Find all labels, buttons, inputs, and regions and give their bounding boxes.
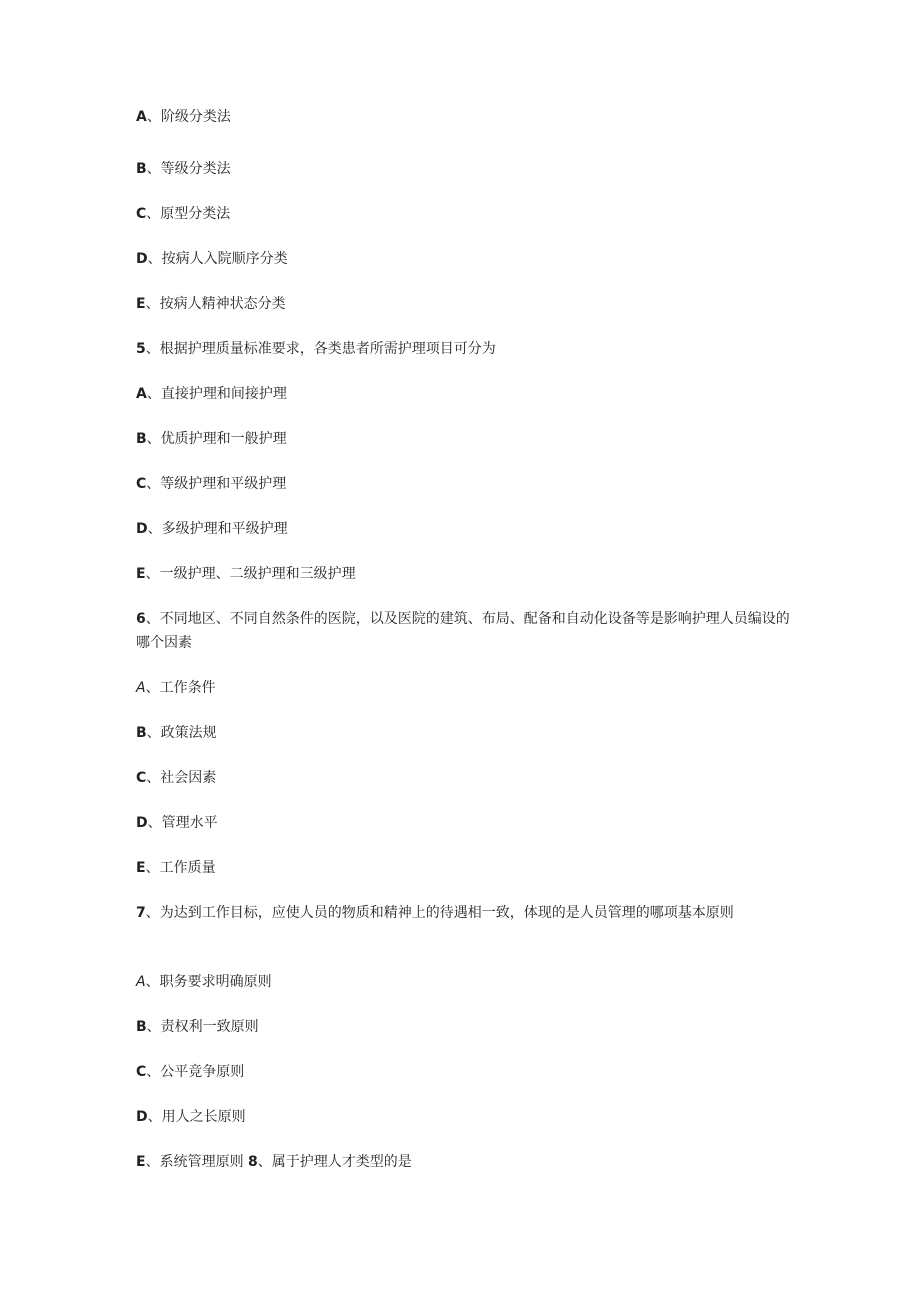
option-text: 、阶级分类法 <box>146 109 231 125</box>
option-text: 、一级护理、二级护理和三级护理 <box>145 566 356 582</box>
question-5 <box>136 337 796 361</box>
option-letter: E <box>136 566 146 582</box>
option-text: 、工作条件 <box>145 680 216 696</box>
question-text: 、属于护理人才类型的是 <box>257 1154 412 1170</box>
option-e <box>136 562 796 586</box>
option-letter: B <box>136 431 147 447</box>
option-text: 、按病人入院顺序分类 <box>147 251 288 267</box>
option-letter: D <box>136 815 148 831</box>
option-text: 、用人之长原则 <box>147 1109 246 1125</box>
option-d <box>136 811 796 835</box>
option-text: 、系统管理原则 <box>145 1154 249 1170</box>
option-text: 、公平竞争原则 <box>146 1064 245 1080</box>
option-letter: E <box>136 1154 146 1170</box>
question-text: 、为达到工作目标，应使人员的物质和精神上的待遇相一致，体现的是人员管理的哪项基本原则 <box>145 905 734 921</box>
option-letter: D <box>136 521 148 537</box>
option-a <box>136 970 796 994</box>
option-letter: E <box>136 296 146 312</box>
option-letter: B <box>136 161 147 177</box>
option-text: 、等级护理和平级护理 <box>146 476 287 492</box>
option-text: 、社会因素 <box>146 770 217 786</box>
option-text: 、多级护理和平级护理 <box>147 521 288 537</box>
option-letter: C <box>136 770 147 786</box>
question-6 <box>136 607 796 655</box>
option-letter: B <box>136 725 147 741</box>
option-letter: A <box>136 680 146 696</box>
option-text: 、直接护理和间接护理 <box>146 386 287 402</box>
option-b <box>136 721 796 745</box>
option-d <box>136 517 796 541</box>
option-text: 、管理水平 <box>147 815 218 831</box>
option-a <box>136 105 796 129</box>
question-number: 6 <box>136 611 146 627</box>
option-c <box>136 202 796 226</box>
option-c <box>136 472 796 496</box>
option-letter: D <box>136 251 148 267</box>
option-text: 、优质护理和一般护理 <box>146 431 287 447</box>
question-number: 7 <box>136 905 146 921</box>
option-text: 、责权利一致原则 <box>146 1019 259 1035</box>
question-7 <box>136 901 796 925</box>
option-b <box>136 1015 796 1039</box>
question-number: 5 <box>136 341 146 357</box>
option-e-and-question-8 <box>136 1150 796 1174</box>
option-text: 、原型分类法 <box>146 206 231 222</box>
option-b <box>136 427 796 451</box>
option-text: 、按病人精神状态分类 <box>145 296 286 312</box>
option-a <box>136 676 796 700</box>
option-letter: C <box>136 1064 147 1080</box>
option-e <box>136 856 796 880</box>
option-letter: A <box>136 109 147 125</box>
option-d <box>136 247 796 271</box>
option-c <box>136 766 796 790</box>
option-a <box>136 382 796 406</box>
option-letter: A <box>136 386 147 402</box>
option-c <box>136 1060 796 1084</box>
option-text: 、政策法规 <box>146 725 217 741</box>
question-number: 8 <box>248 1154 258 1170</box>
option-letter: C <box>136 206 147 222</box>
option-letter: C <box>136 476 147 492</box>
option-letter: A <box>136 974 146 990</box>
option-text: 、等级分类法 <box>146 161 231 177</box>
option-e <box>136 292 796 316</box>
question-text: 、不同地区、不同自然条件的医院，以及医院的建筑、布局、配备和自动化设备等是影响护理人员编设的哪个因素 <box>136 611 790 651</box>
option-letter: B <box>136 1019 147 1035</box>
option-text: 、职务要求明确原则 <box>145 974 272 990</box>
question-text: 、根据护理质量标准要求，各类患者所需护理项目可分为 <box>145 341 496 357</box>
option-b <box>136 157 796 181</box>
option-letter: D <box>136 1109 148 1125</box>
option-letter: E <box>136 860 146 876</box>
option-text: 、工作质量 <box>145 860 216 876</box>
option-d <box>136 1105 796 1129</box>
